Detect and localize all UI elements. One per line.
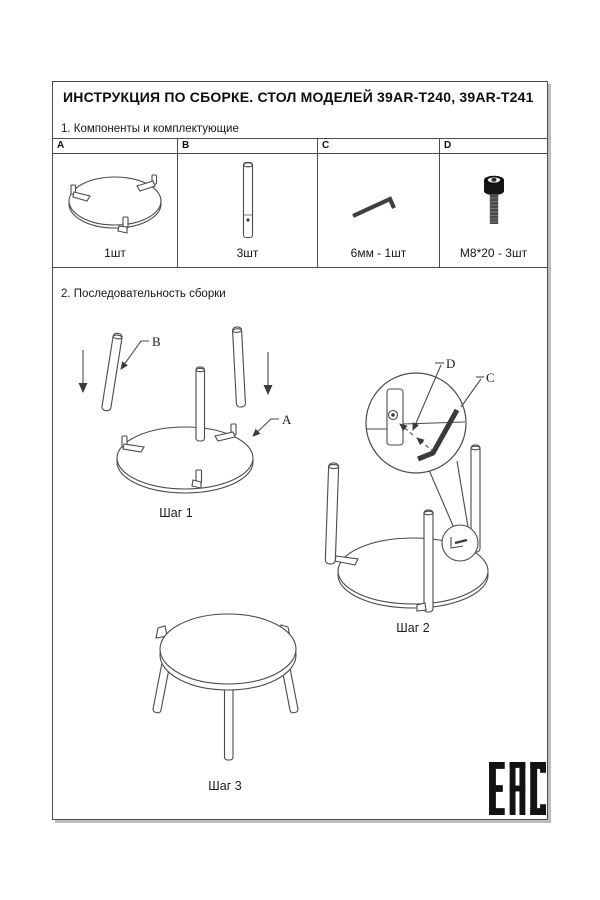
component-cell-c: [318, 139, 440, 267]
section-components-heading: 1. Компоненты и комплектующие: [61, 123, 239, 135]
component-qty: M8*20 - 3шт: [459, 246, 528, 260]
component-cell-a: [53, 139, 178, 267]
floating-leg-right: [232, 327, 245, 407]
eac-letter-a: [510, 762, 526, 815]
component-letter: D: [440, 139, 547, 154]
leader-c: [461, 379, 481, 407]
leg-icon: [238, 160, 258, 242]
leg-left: [325, 463, 339, 564]
label-b: B: [152, 334, 161, 349]
detail-source-circle: [442, 525, 478, 561]
page-title: ИНСТРУКЦИЯ ПО СБОРКЕ. СТОЛ МОДЕЛЕЙ 39AR-T240, 39AR-T241: [63, 89, 534, 105]
component-qty: 3шт: [236, 246, 259, 260]
step1-diagram: [65, 320, 305, 505]
component-cell-b: [178, 139, 318, 267]
step3-caption: Шаг 3: [208, 779, 242, 793]
magnifier-cone-line: [457, 461, 468, 527]
step1-caption: Шаг 1: [159, 506, 193, 520]
eac-certification-mark: [489, 762, 546, 815]
bolt-icon: [481, 172, 507, 230]
eac-mark-label: [53, 82, 54, 83]
component-letter: C: [318, 139, 439, 154]
label-d: D: [446, 356, 456, 371]
leader-a: [253, 419, 279, 436]
component-letter: A: [53, 139, 177, 154]
leg-middle: [225, 683, 234, 760]
tabletop-top: [160, 614, 296, 684]
label-c: C: [486, 370, 495, 385]
instruction-sheet: [52, 81, 548, 820]
eac-letter-e: [489, 762, 505, 815]
step2-caption: Шаг 2: [396, 621, 430, 635]
label-a: A: [282, 412, 292, 427]
components-table: [53, 138, 547, 268]
leg-middle: [424, 510, 433, 612]
tabletop-icon: [63, 161, 167, 241]
attached-leg-middle: [196, 367, 205, 441]
mount-middle: [417, 603, 426, 611]
component-cell-d: [440, 139, 547, 267]
step2-diagram: [305, 353, 555, 633]
component-qty: 6мм - 1шт: [350, 246, 407, 260]
eac-letter-c: [530, 762, 546, 815]
leader-b: [121, 341, 149, 369]
component-letter: B: [178, 139, 317, 154]
step3-diagram: [118, 599, 338, 774]
hex-key-icon: [344, 179, 414, 224]
floating-leg-left: [101, 333, 122, 411]
section-assembly-heading: 2. Последовательность сборки: [61, 288, 226, 300]
component-qty: 1шт: [104, 246, 126, 260]
